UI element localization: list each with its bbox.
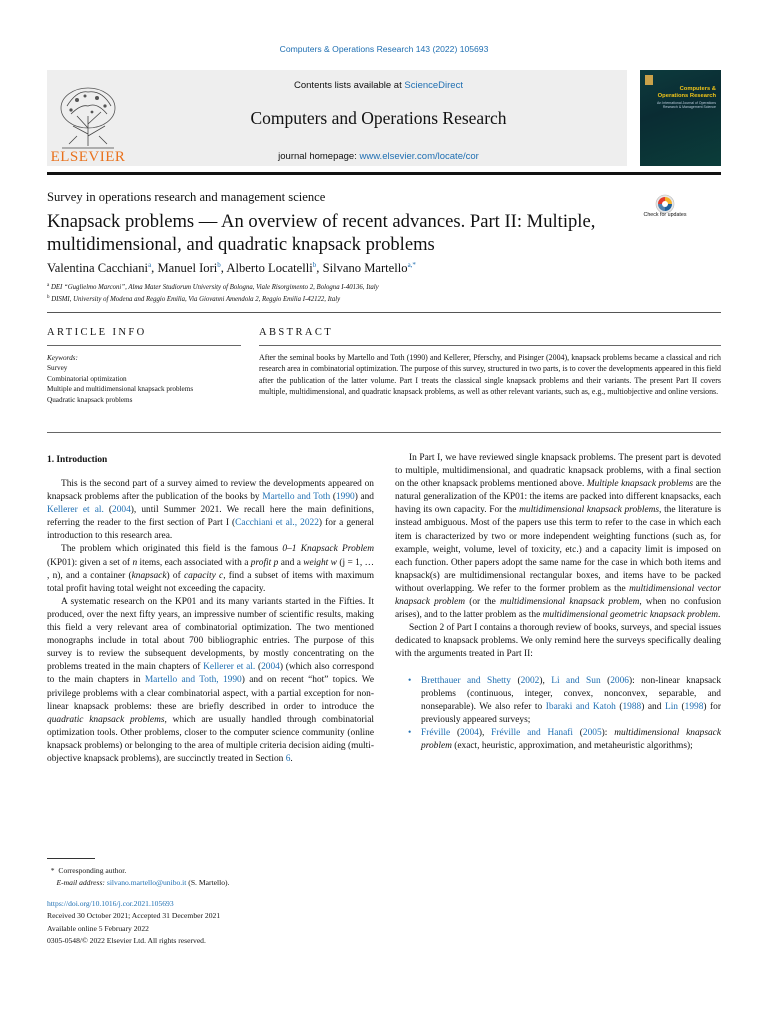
author-affiliation-mark[interactable]: b xyxy=(312,261,317,269)
keywords-block xyxy=(47,353,237,405)
publication-info xyxy=(47,898,387,948)
keyword: Quadratic knapsack problems xyxy=(47,395,133,404)
author-name[interactable]: Alberto Locatelli xyxy=(226,261,313,275)
citation-link[interactable]: Cacchiani et al., 2022 xyxy=(235,518,319,529)
journal-cover[interactable] xyxy=(640,70,721,166)
cover-logo-icon xyxy=(645,75,653,85)
journal-citation[interactable]: Computers & Operations Research 143 (2022) 105693 xyxy=(279,44,489,54)
paragraph: The problem which originated this field is the famous 0–1 Knapsack Problem (KP01): given a set of n items, each associated with a profit p and a weight w (j = 1, … , n), and a container (knapsack) of capacity c, find a subset of items with maximum total profit having total weight not exceeding the capacity. xyxy=(47,544,374,594)
footnote-divider xyxy=(47,858,95,859)
list-item: • Fréville (2004), Fréville and Hanafi (2005): multidimensional knapsack problem (exact, heuristic, approximation, and metaheuristic algorithms); xyxy=(395,727,721,753)
cover-title: Computers & Operations Research xyxy=(657,86,716,99)
affiliation-text: DISMI, University of Modena and Reggio Emilia, Via Giovanni Amendola 2, Reggio Emilia I-42122, Italy xyxy=(51,296,341,303)
citation-link[interactable]: Martello and Toth, 1990 xyxy=(144,675,242,686)
keywords-label: Keywords: xyxy=(47,354,78,362)
homepage-link[interactable]: www.elsevier.com/locate/cor xyxy=(359,151,479,162)
homepage-line xyxy=(130,151,627,162)
contents-prefix: Contents lists available at xyxy=(294,80,405,91)
paragraph: This is the second part of a survey aimed to review the developments appeared on knapsack problems after the publication of the books by Martello and Toth (1990) and Kellerer et al. (2004), until Summer 2021. We recall here the main definitions, referring the reader to the first section of Part I (Cacchiani et al., 2022) for a general introduction to this research area. xyxy=(47,479,375,542)
affiliation-mark: a xyxy=(47,283,50,288)
footnote-email: E-mail address: silvano.martello@unibo.it (S. Martello). xyxy=(56,878,230,887)
affiliation xyxy=(47,283,379,291)
citation-link[interactable]: Martello and Toth xyxy=(262,492,331,503)
footnote xyxy=(47,865,367,889)
affiliation-mark: b xyxy=(47,295,50,300)
received-dates: Received 30 October 2021; Accepted 31 December 2021 xyxy=(47,911,221,921)
journal-name: Computers and Operations Research xyxy=(250,108,507,128)
online-date: Available online 5 February 2022 xyxy=(47,923,149,933)
author-affiliation-mark[interactable]: a,* xyxy=(407,261,416,269)
section-link[interactable]: 6 xyxy=(285,753,291,764)
homepage-prefix: journal homepage: xyxy=(278,151,360,162)
author-affiliation-mark[interactable]: a xyxy=(148,261,152,269)
author-list: Valentina Cacchiani$^a$, Manuel Iori$^b$, Alberto Locatelli$^b$, Silvano Martello$^{a,*}$ xyxy=(47,261,416,275)
citation-link[interactable]: Fréville and Hanafi xyxy=(491,727,573,738)
divider xyxy=(47,432,721,433)
article-title: Knapsack problems — An overview of recent advances. Part II: Multiple, multidimensional, and quadratic knapsack problems xyxy=(47,211,596,255)
citation-link[interactable]: 1988 xyxy=(622,701,642,712)
citation-link[interactable]: Li and Sun xyxy=(551,675,601,686)
abstract-text: After the seminal books by Martello and Toth (1990) and Kellerer, Pferschy, and Pisinger (2004), knapsack problems became a classical and rich research area in combinatorial optimization. The purpose of this survey, structured in two parts, is to cover the developments appeared in this field after the publication of the latter volume. Part I treats the classical single knapsack problems and their variants. The present Part II covers multiple, multidimensional, and quadratic knapsack problems, as well as other relevant variants, such as, e.g., multiobjective and online versions. xyxy=(259,353,721,397)
right-column xyxy=(395,452,721,753)
cover-subtitle: An International Journal of Operations Research & Management Science xyxy=(657,101,716,110)
abstract-heading: ABSTRACT xyxy=(259,327,334,338)
citation-link[interactable]: 1998 xyxy=(684,701,704,712)
divider xyxy=(259,345,721,346)
publisher-name: ELSEVIER xyxy=(50,149,126,165)
citation-link[interactable]: Bretthauer and Shetty xyxy=(421,675,511,686)
affiliation-text: DEI “Guglielmo Marconi”, Alma Mater Studiorum University of Bologna, Viale Risorgimento 2, Bologna I-40136, Italy xyxy=(50,284,379,291)
article-info-heading: ARTICLE INFO xyxy=(47,327,147,338)
header-divider xyxy=(47,172,721,175)
keyword: Multiple and multidimensional knapsack problems xyxy=(47,385,194,394)
author-name[interactable]: Manuel Iori xyxy=(157,261,218,275)
citation-link[interactable]: 1990 xyxy=(335,492,355,503)
citation-link[interactable]: Kellerer et al. xyxy=(47,505,104,516)
divider xyxy=(47,345,241,346)
author-affiliation-mark[interactable]: b xyxy=(217,261,221,269)
citation-link[interactable]: 2006 xyxy=(610,675,629,686)
sciencedirect-link[interactable]: ScienceDirect xyxy=(404,80,463,91)
citation-link[interactable]: 2005 xyxy=(582,727,602,738)
survey-list xyxy=(395,675,721,754)
email-link[interactable]: silvano.martello@unibo.it xyxy=(106,878,187,887)
paragraph: Section 2 of Part I contains a thorough review of books, surveys, and special issues dedicated to knapsack problems. We only remind here the surveys specifically dealing with the arguments treated in Part II: xyxy=(395,623,721,660)
section-heading: 1. Introduction xyxy=(47,455,108,465)
check-for-updates-label[interactable]: Check for updates xyxy=(643,212,687,218)
contents-line xyxy=(130,80,627,91)
copyright: 0305-0548/© 2022 Elsevier Ltd. All rights reserved. xyxy=(47,936,206,946)
citation-link[interactable]: 2004 xyxy=(460,727,479,738)
citation-link[interactable]: Lin xyxy=(664,701,678,712)
paragraph: A systematic research on the KP01 and its many variants started in the Fifties. It produced, over the next fifty years, an impressive number of scientific results, making this field a very relevant area of combinatorial optimization. The two mentioned monographs include in total about 700 bibliographic entries. The purpose of this survey is to review the subsequent developments, by mostly concentrating on the problems treated in the main chapters of Kellerer et al. (2004) (which also correspond to the main chapters in Martello and Toth, 1990) and on recent “hot” topics. We privilege problems with a clear combinatorial aspect, with a partial exception for non-linear knapsack problems: these are briefly described in order to introduce the quadratic knapsack problems, which are usually handled through combinatorial optimization tools. Other problems, closer to the computer science community (online knapsack problems) or belonging to the area of multiple criteria decision aiding (multi-objective knapsack problems), are succinctly treated in Section 6. xyxy=(47,596,375,764)
citation-link[interactable]: 2004 xyxy=(112,505,131,516)
author-name[interactable]: Valentina Cacchiani xyxy=(47,261,149,275)
doi-link[interactable]: https://doi.org/10.1016/j.cor.2021.105693 xyxy=(47,899,174,908)
article-section-type: Survey in operations research and management science xyxy=(47,190,326,204)
citation-link[interactable]: Ibaraki and Katoh xyxy=(545,701,616,712)
affiliation xyxy=(47,295,340,303)
keyword: Survey xyxy=(47,364,68,373)
keyword: Combinatorial optimization xyxy=(47,374,127,383)
citation-link[interactable]: Fréville xyxy=(421,727,451,738)
paragraph: In Part I, we have reviewed single knapsack problems. The present part is devoted to multiple, multidimensional, and quadratic knapsack problems, with a final section on the other knapsack problems mentioned above. Multiple knapsack problems are the natural generalization of the KP01: the items are packed into different knapsacks, each having its own capacity. For the multidimensional knapsack problems, the literature is instead ambiguous. Most of the papers use this term to refer to the case in which each item is characterized by two or more independent weighting functions (such as, for example, weight, volume, level of toxicity, etc.) and a capacity limit is imposed on each function. Other papers adopt the same name for the case in which both items and knapsack(s) are multidimensional rectangular boxes, and items have to be packed without overlapping. We refer to the former problem as the multidimensional vector knapsack problem (or the multidimensional knapsack problem, when no confusion arises), and to the latter problem as the multidimensional geometric knapsack problem. xyxy=(395,453,722,621)
list-item: • Bretthauer and Shetty (2002), Li and Sun (2006): non-linear knapsack problems (continuous, integer, convex, nonconvex, separable, and nonseparable). We also refer to Ibaraki and Katoh (1988) and Lin (1998) for previously appeared surveys; xyxy=(395,675,721,727)
author-name[interactable]: Silvano Martello xyxy=(322,261,408,275)
citation-link[interactable]: 2002 xyxy=(520,675,540,686)
left-column xyxy=(47,478,374,766)
citation-link[interactable]: 2004 xyxy=(261,662,280,673)
citation-link[interactable]: Kellerer et al. xyxy=(203,662,256,673)
footnote-corresponding: * Corresponding author. xyxy=(50,866,127,875)
divider xyxy=(47,312,721,313)
